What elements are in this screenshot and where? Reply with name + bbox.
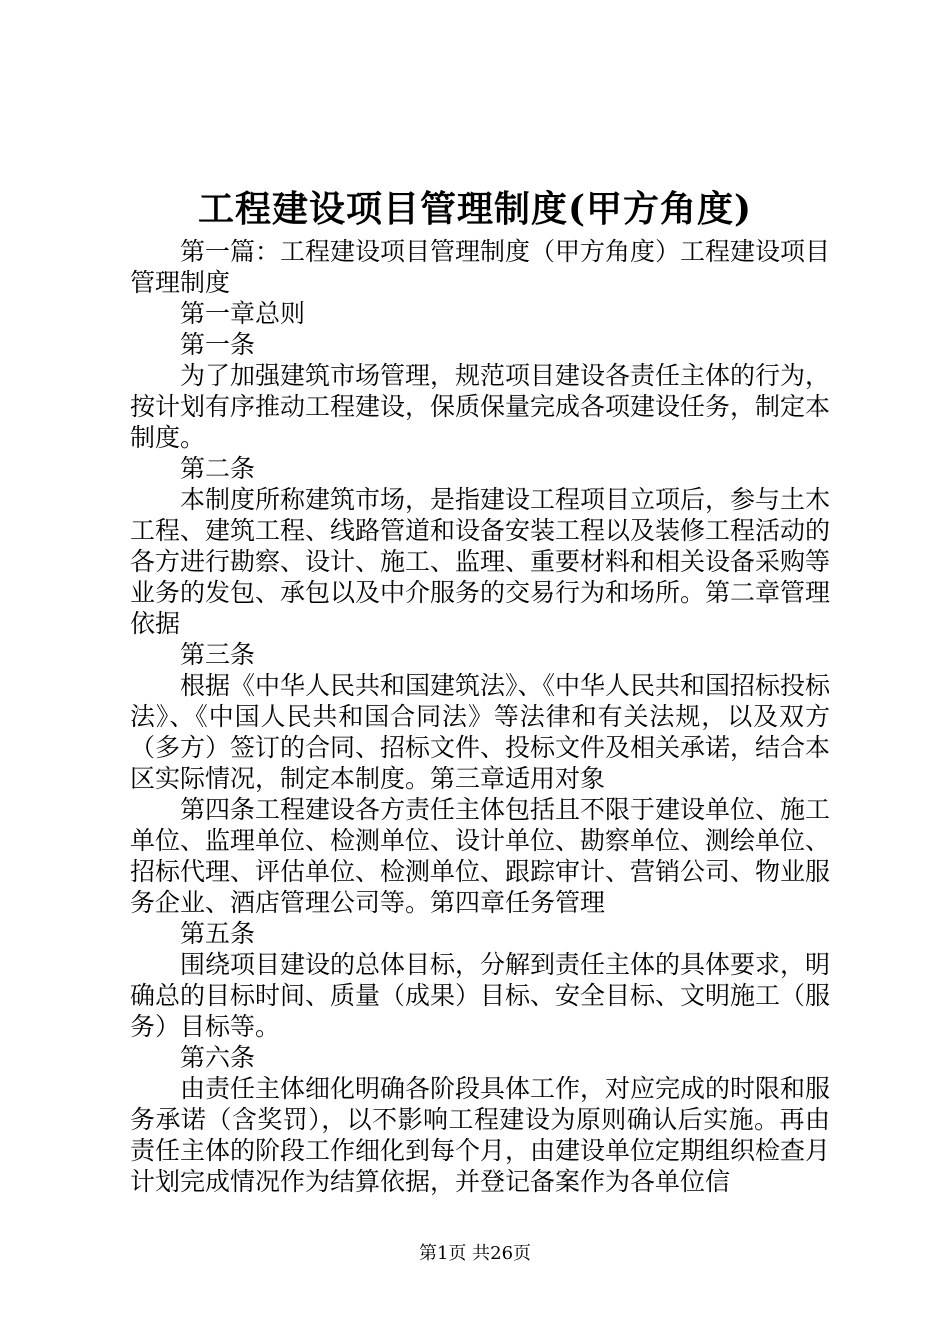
document-title: 工程建设项目管理制度(甲方角度) xyxy=(197,188,753,230)
chapter-heading: 第一章总则 xyxy=(180,299,306,328)
article-heading: 第一条 xyxy=(180,330,256,359)
article-heading: 第六条 xyxy=(180,1043,256,1072)
paragraph: 由责任主体细化明确各阶段具体工作，对应完成的时限和服务承诺（含奖罚），以不影响工程建设为原则确认后实施。再由责任主体的阶段工作细化到每个月，由建设单位定期组织检查月计划完成情况作为结算依据，并登记备案作为各单位信 xyxy=(130,1074,831,1196)
paragraph: 围绕项目建设的总体目标，分解到责任主体的具体要求，明确总的目标时间、质量（成果）目标、安全目标、文明施工（服务）目标等。 xyxy=(130,950,831,1041)
paragraph: 根据《中华人民共和国建筑法》、《中华人民共和国招标投标法》、《中国人民共和国合同法》等法律和有关法规，以及双方（多方）签订的合同、招标文件、投标文件及相关承诺，结合本区实际情况，制定本制度。第三章适用对象 xyxy=(130,671,831,793)
article-heading: 第二条 xyxy=(180,454,256,483)
paragraph: 第一篇：工程建设项目管理制度（甲方角度）工程建设项目管理制度 xyxy=(130,237,831,297)
article-heading: 第三条 xyxy=(180,640,256,669)
page-number: 第1页 共26页 xyxy=(418,1243,532,1264)
article-heading: 第五条 xyxy=(180,919,256,948)
paragraph: 本制度所称建筑市场，是指建设工程项目立项后，参与土木工程、建筑工程、线路管道和设备安装工程以及装修工程活动的各方进行勘察、设计、施工、监理、重要材料和相关设备采购等业务的发包、承包以及中介服务的交易行为和场所。第二章管理依据 xyxy=(130,485,831,638)
paragraph: 为了加强建筑市场管理，规范项目建设各责任主体的行为，按计划有序推动工程建设，保质保量完成各项建设任务，制定本制度。 xyxy=(130,361,831,452)
paragraph: 第四条工程建设各方责任主体包括且不限于建设单位、施工单位、监理单位、检测单位、设计单位、勘察单位、测绘单位、招标代理、评估单位、检测单位、跟踪审计、营销公司、物业服务企业、酒店管理公司等。第四章任务管理 xyxy=(130,795,831,917)
document-body xyxy=(130,236,830,1197)
